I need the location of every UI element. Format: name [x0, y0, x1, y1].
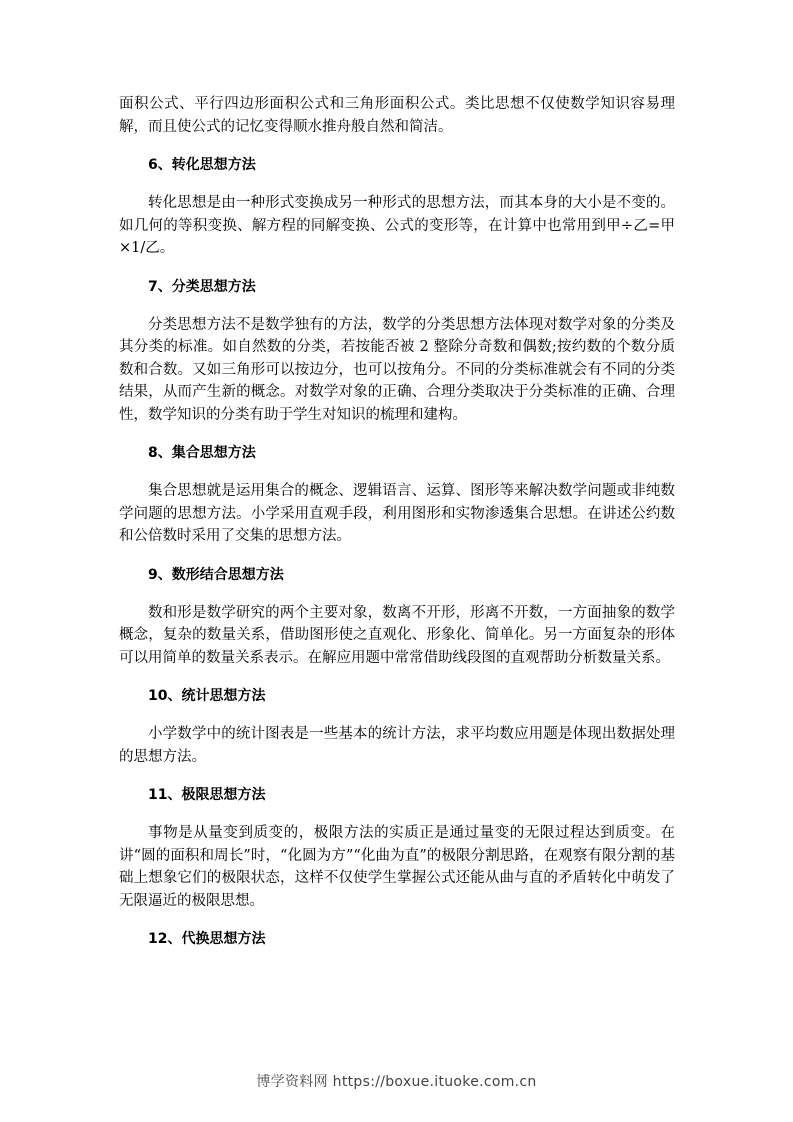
footer-watermark: 博学资料网 https://boxue.ituoke.com.cn	[256, 1074, 537, 1090]
section-heading-12: 12、代换思想方法	[148, 931, 266, 947]
section-body-6: 转化思想是由一种形式变换成另一种形式的思想方法，而其本身的大小是不变的。如几何的等积变换、解方程的同解变换、公式的变形等，在计算中也常用到甲÷乙=甲×1/乙。	[119, 195, 675, 256]
section-heading-10: 10、统计思想方法	[148, 688, 266, 704]
section-heading-7: 7、分类思想方法	[148, 278, 256, 295]
section-body-7: 分类思想方法不是数学独有的方法，数学的分类思想方法体现对数学对象的分类及其分类的标准。如自然数的分类，若按能否被 2 整除分奇数和偶数;按约数的个数分质数和合数。又如三角形可以按边分，也可以按角分。不同的分类标准就会有不同的分类结果，从而产生新的概念。对数学对象的正确、合理分类取决于分类标准的正确、合理性，数学知识的分类有助于学生对知识的梳理和建构。	[119, 316, 675, 423]
section-heading-6: 6、转化思想方法	[148, 157, 256, 173]
section-body-10: 小学数学中的统计图表是一些基本的统计方法，求平均数应用题是体现出数据处理的思想方法。	[119, 726, 675, 765]
section-body-11: 事物是从量变到质变的，极限方法的实质正是通过量变的无限过程达到质变。在讲“圆的面积和周长”时，“化圆为方”“化曲为直”的极限分割思路，在观察有限分割的基础上想象它们的极限状态，这样不仅使学生掌握公式还能从曲与直的矛盾转化中萌发了无限逼近的极限思想。	[119, 825, 675, 909]
document-page	[119, 93, 675, 966]
section-heading-11: 11、极限思想方法	[148, 787, 266, 803]
section-body-9: 数和形是数学研究的两个主要对象，数离不开形，形离不开数，一方面抽象的数学概念，复杂的数量关系，借助图形使之直观化、形象化、简单化。另一方面复杂的形体可以用简单的数量关系表示。在解应用题中常常借助线段图的直观帮助分析数量关系。	[119, 604, 675, 666]
section-heading-8: 8、集合思想方法	[148, 445, 256, 461]
intro-paragraph: 面积公式、平行四边形面积公式和三角形面积公式。类比思想不仅使数学知识容易理解，而且使公式的记忆变得顺水推舟般自然和简洁。	[119, 96, 675, 135]
section-heading-9: 9、数形结合思想方法	[148, 566, 284, 583]
section-body-8: 集合思想就是运用集合的概念、逻辑语言、运算、图形等来解决数学问题或非纯数学问题的思想方法。小学采用直观手段，利用图形和实物渗透集合思想。在讲述公约数和公倍数时采用了交集的思想方法。	[119, 483, 675, 544]
